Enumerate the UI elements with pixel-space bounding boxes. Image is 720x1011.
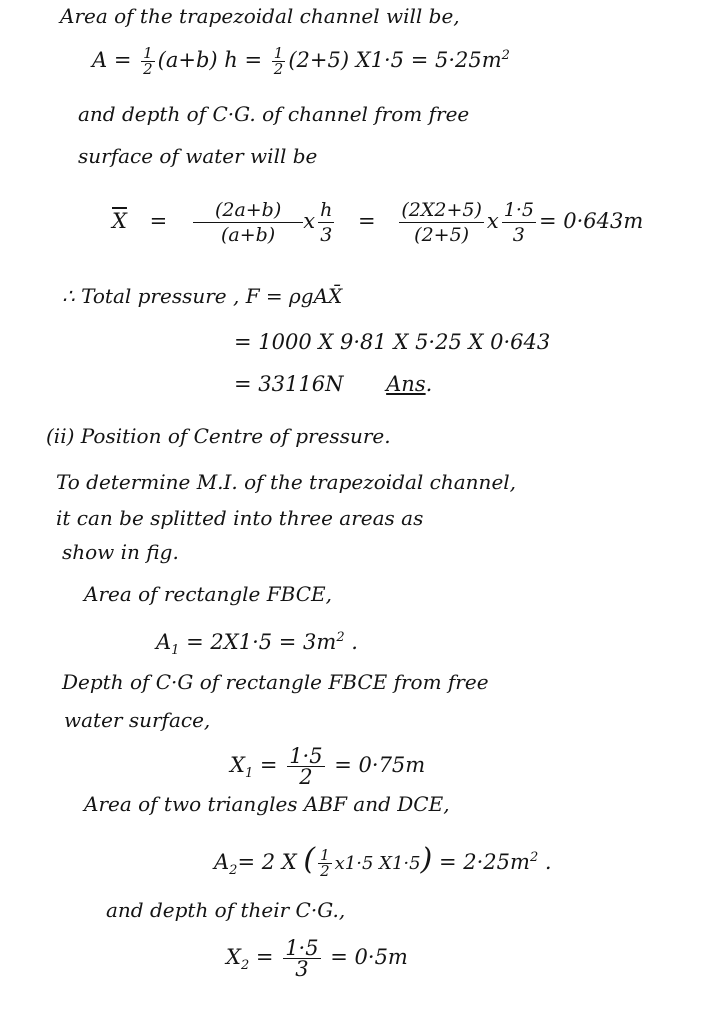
close-paren: ) bbox=[420, 842, 433, 877]
text-line-area-triangles: Area of two triangles ABF and DCE, bbox=[84, 792, 450, 816]
equals-sign: = bbox=[358, 209, 376, 233]
fraction-numerator: 1·5 bbox=[289, 744, 323, 768]
fraction-numerator: 1·5 bbox=[285, 936, 319, 960]
symbol-x1-subscript: 1 bbox=[244, 766, 254, 782]
x-bar-symbol: $\overline{X}$ bbox=[112, 209, 127, 233]
symbol-x2: X bbox=[226, 945, 241, 969]
equation-pressure-substitution: = 1000 X 9·81 X 5·25 X 0·643 bbox=[234, 330, 551, 354]
equals-sign: = bbox=[253, 753, 285, 777]
unit-exponent: 2 bbox=[529, 850, 539, 865]
text-line-water-surface-2: water surface, bbox=[64, 708, 211, 732]
area-triangles-product: x1·5 X1·5 bbox=[334, 853, 421, 874]
symbol-a1: A bbox=[156, 630, 172, 654]
equation-depth-result: = 0·643m bbox=[538, 209, 644, 233]
fraction-denominator: (a+b) bbox=[220, 224, 276, 246]
fraction-denominator: 2 bbox=[273, 60, 284, 78]
multiply-sign: x bbox=[303, 209, 316, 233]
equation-area-lhs: A = bbox=[92, 48, 139, 72]
equation-area-triangles bbox=[214, 842, 552, 883]
symbol-a2-subscript: 2 bbox=[229, 863, 238, 879]
text-line-depth-cg-rectangle: Depth of C·G of rectangle FBCE from free bbox=[62, 670, 489, 694]
fraction-denominator: 2 bbox=[299, 765, 313, 789]
text-line-total-pressure: ∴ Total pressure , F = ρgAX̄ bbox=[62, 284, 343, 308]
fraction-denominator: 3 bbox=[295, 957, 309, 981]
section-heading-centre-of-pressure: (ii) Position of Centre of pressure. bbox=[46, 424, 391, 448]
text-line-depth-cg-triangles: and depth of their C·G., bbox=[106, 898, 346, 922]
equation-depth-cg bbox=[112, 198, 643, 247]
equation-area-result: (2+5) X1·5 = 5·25 bbox=[288, 48, 482, 72]
fraction-one-half bbox=[272, 46, 286, 77]
symbol-x2-subscript: 2 bbox=[240, 958, 250, 974]
text-line-show-in-fig: show in fig. bbox=[62, 540, 179, 564]
symbol-x1: X bbox=[230, 753, 245, 777]
fraction-one-half bbox=[318, 848, 332, 879]
unit-exponent: 2 bbox=[336, 630, 345, 645]
area-triangles-prefix: = 2 X bbox=[237, 850, 304, 874]
fraction-numerator: (2X2+5) bbox=[401, 199, 482, 221]
fraction-2a-plus-b-over-a-plus-b bbox=[193, 198, 303, 247]
multiply-sign: x bbox=[486, 209, 499, 233]
area-rectangle-result: = 2X1·5 = 3m bbox=[179, 630, 337, 654]
fraction-one-half bbox=[141, 46, 155, 77]
equation-area-unit-exponent: 2 bbox=[501, 48, 510, 63]
equation-area bbox=[92, 44, 510, 77]
equation-period: . bbox=[344, 630, 358, 654]
fraction-numeric-substitution bbox=[399, 198, 484, 247]
fraction-numerator: (2a+b) bbox=[193, 198, 303, 223]
equation-area-formula: (a+b) h = bbox=[157, 48, 269, 72]
fraction-numerator: 1·5 bbox=[503, 199, 534, 221]
symbol-a2: A bbox=[214, 850, 230, 874]
fraction-numerator: 1 bbox=[320, 846, 330, 864]
fraction-1-5-over-3 bbox=[283, 938, 320, 979]
depth-x2-result: = 0·5m bbox=[323, 945, 408, 969]
text-line-split-areas: it can be splitted into three areas as bbox=[56, 506, 424, 530]
equation-depth-x1 bbox=[230, 746, 425, 787]
fraction-1-5-over-2 bbox=[287, 746, 324, 787]
equation-period: . bbox=[538, 850, 552, 874]
depth-x1-result: = 0·75m bbox=[327, 753, 426, 777]
fraction-denominator: 3 bbox=[320, 224, 333, 246]
fraction-numerator: h bbox=[320, 199, 333, 221]
fraction-1-5-over-3 bbox=[502, 198, 536, 247]
fraction-denominator: 3 bbox=[512, 224, 525, 246]
text-line-trapezoidal-area-intro: Area of the trapezoidal channel will be, bbox=[60, 4, 460, 28]
symbol-a1-subscript: 1 bbox=[171, 643, 180, 659]
text-line-area-rectangle: Area of rectangle FBCE, bbox=[84, 582, 332, 606]
answer-period: . bbox=[425, 372, 433, 396]
fraction-denominator: 2 bbox=[320, 862, 330, 880]
equation-area-rectangle bbox=[156, 626, 358, 663]
fraction-h-over-3 bbox=[318, 198, 334, 247]
text-line-determine-mi: To determine M.I. of the trapezoidal channel, bbox=[56, 470, 517, 494]
equals-sign: = bbox=[149, 209, 168, 233]
text-line-water-surface: surface of water will be bbox=[78, 144, 318, 168]
fraction-numerator: 1 bbox=[273, 44, 284, 62]
equation-pressure-result bbox=[234, 372, 432, 396]
equals-sign: = bbox=[249, 945, 281, 969]
equation-area-unit: m bbox=[481, 48, 502, 72]
open-paren: ( bbox=[303, 842, 316, 877]
area-triangles-result: = 2·25m bbox=[432, 850, 530, 874]
fraction-numerator: 1 bbox=[143, 44, 153, 62]
pressure-result-value: = 33116N bbox=[234, 372, 344, 396]
answer-label: Ans bbox=[386, 372, 426, 396]
fraction-denominator: (2+5) bbox=[414, 224, 470, 246]
fraction-denominator: 2 bbox=[143, 60, 153, 78]
text-line-depth-cg: and depth of C·G. of channel from free bbox=[78, 102, 470, 126]
equation-depth-x2 bbox=[226, 938, 408, 979]
